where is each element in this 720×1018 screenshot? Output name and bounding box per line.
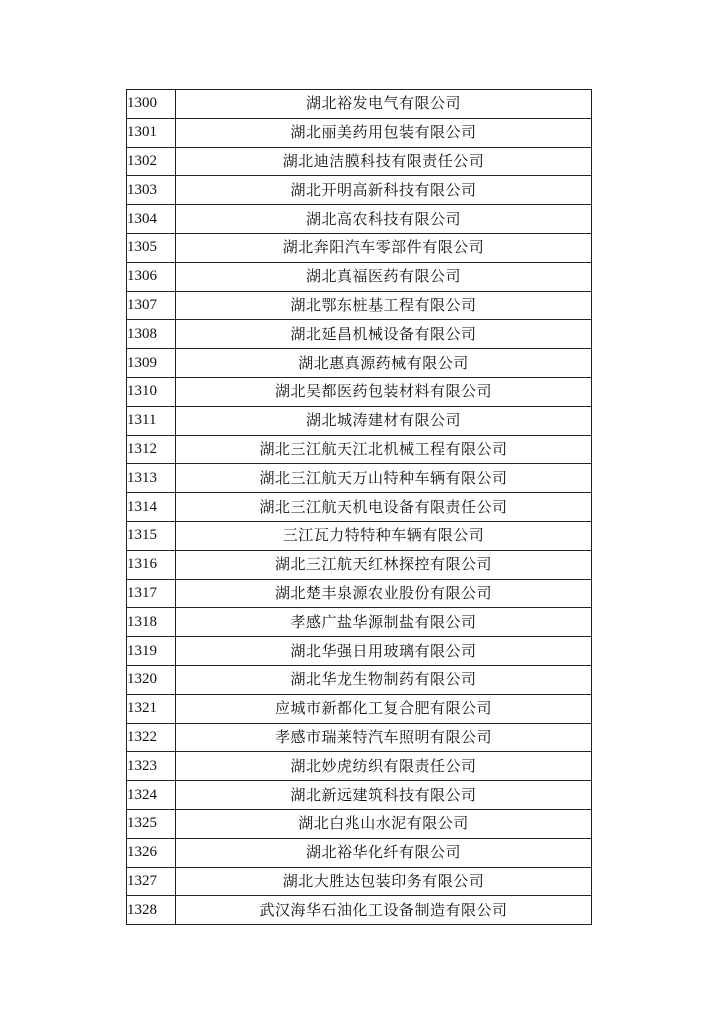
company-name: 湖北白兆山水泥有限公司 [176, 809, 592, 838]
table-row [127, 694, 592, 723]
table-row [127, 550, 592, 579]
table-row [127, 809, 592, 838]
company-name: 湖北奔阳汽车零部件有限公司 [176, 233, 592, 262]
company-name: 湖北大胜达包装印务有限公司 [176, 867, 592, 896]
table-row [127, 262, 592, 291]
table-row [127, 723, 592, 752]
company-name: 湖北延昌机械设备有限公司 [176, 320, 592, 349]
table-row [127, 752, 592, 781]
table-row [127, 205, 592, 234]
row-number: 1311 [127, 406, 176, 435]
table-row [127, 349, 592, 378]
company-name: 孝感市瑞莱特汽车照明有限公司 [176, 723, 592, 752]
company-table-body [127, 90, 592, 925]
table-row [127, 118, 592, 147]
company-name: 武汉海华石油化工设备制造有限公司 [176, 896, 592, 925]
table-row [127, 838, 592, 867]
company-name: 湖北华龙生物制药有限公司 [176, 665, 592, 694]
company-name: 应城市新都化工复合肥有限公司 [176, 694, 592, 723]
table-row [127, 493, 592, 522]
row-number: 1324 [127, 781, 176, 810]
company-name: 湖北丽美药用包装有限公司 [176, 118, 592, 147]
company-name: 湖北真福医药有限公司 [176, 262, 592, 291]
row-number: 1323 [127, 752, 176, 781]
company-name: 湖北惠真源药械有限公司 [176, 349, 592, 378]
company-name: 湖北楚丰泉源农业股份有限公司 [176, 579, 592, 608]
row-number: 1308 [127, 320, 176, 349]
table-row [127, 320, 592, 349]
company-name: 湖北开明高新科技有限公司 [176, 176, 592, 205]
table-row [127, 637, 592, 666]
row-number: 1314 [127, 493, 176, 522]
table-row [127, 464, 592, 493]
row-number: 1317 [127, 579, 176, 608]
company-name: 湖北高农科技有限公司 [176, 205, 592, 234]
company-name: 湖北三江航天万山特种车辆有限公司 [176, 464, 592, 493]
row-number: 1318 [127, 608, 176, 637]
row-number: 1316 [127, 550, 176, 579]
table-row [127, 608, 592, 637]
row-number: 1304 [127, 205, 176, 234]
table-row [127, 406, 592, 435]
company-name: 湖北三江航天机电设备有限责任公司 [176, 493, 592, 522]
company-name: 湖北吴都医药包装材料有限公司 [176, 377, 592, 406]
company-name: 湖北裕华化纤有限公司 [176, 838, 592, 867]
row-number: 1310 [127, 377, 176, 406]
company-name: 湖北三江航天红林探控有限公司 [176, 550, 592, 579]
row-number: 1301 [127, 118, 176, 147]
company-name: 湖北华强日用玻璃有限公司 [176, 637, 592, 666]
table-row [127, 896, 592, 925]
row-number: 1325 [127, 809, 176, 838]
row-number: 1305 [127, 233, 176, 262]
row-number: 1322 [127, 723, 176, 752]
company-name: 湖北鄂东桩基工程有限公司 [176, 291, 592, 320]
row-number: 1320 [127, 665, 176, 694]
row-number: 1315 [127, 521, 176, 550]
company-name: 孝感广盐华源制盐有限公司 [176, 608, 592, 637]
table-row [127, 233, 592, 262]
company-name: 湖北城涛建材有限公司 [176, 406, 592, 435]
row-number: 1326 [127, 838, 176, 867]
table-row [127, 579, 592, 608]
company-name: 三江瓦力特特种车辆有限公司 [176, 521, 592, 550]
row-number: 1300 [127, 90, 176, 119]
company-table [126, 89, 592, 925]
company-name: 湖北新远建筑科技有限公司 [176, 781, 592, 810]
row-number: 1319 [127, 637, 176, 666]
table-row [127, 176, 592, 205]
row-number: 1313 [127, 464, 176, 493]
row-number: 1302 [127, 147, 176, 176]
row-number: 1306 [127, 262, 176, 291]
company-name: 湖北妙虎纺织有限责任公司 [176, 752, 592, 781]
company-name: 湖北三江航天江北机械工程有限公司 [176, 435, 592, 464]
row-number: 1312 [127, 435, 176, 464]
row-number: 1321 [127, 694, 176, 723]
table-row [127, 867, 592, 896]
table-row [127, 781, 592, 810]
table-row [127, 147, 592, 176]
table-row [127, 665, 592, 694]
table-row [127, 521, 592, 550]
company-name: 湖北迪洁膜科技有限责任公司 [176, 147, 592, 176]
row-number: 1309 [127, 349, 176, 378]
table-row [127, 291, 592, 320]
row-number: 1328 [127, 896, 176, 925]
table-row [127, 90, 592, 119]
row-number: 1327 [127, 867, 176, 896]
row-number: 1307 [127, 291, 176, 320]
row-number: 1303 [127, 176, 176, 205]
company-name: 湖北裕发电气有限公司 [176, 90, 592, 119]
table-row [127, 377, 592, 406]
table-row [127, 435, 592, 464]
